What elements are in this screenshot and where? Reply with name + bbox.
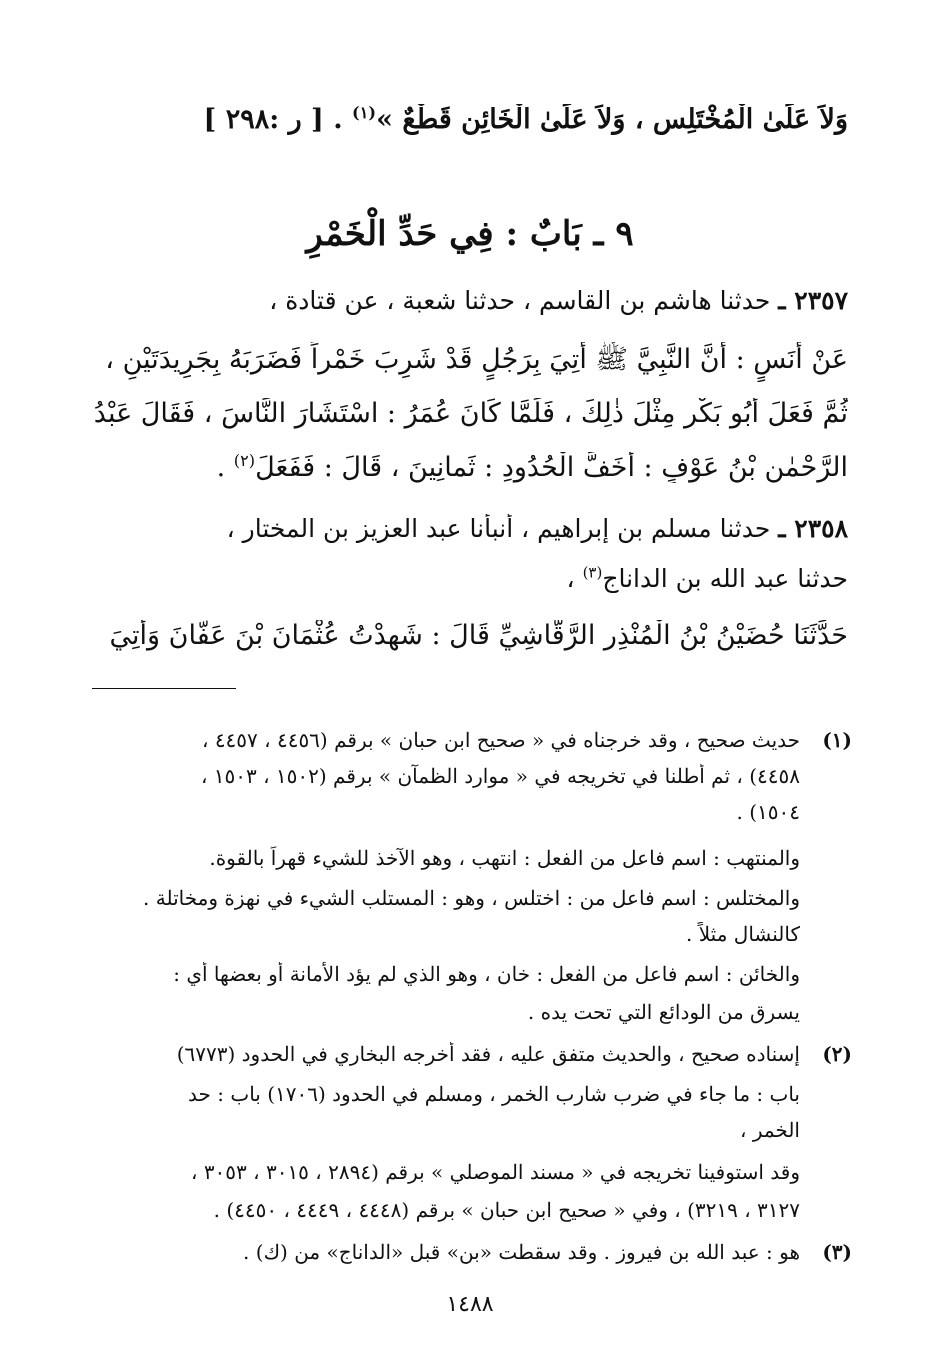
footnote-1-line-8: يسرق من الودائع التي تحت يده . <box>527 1000 800 1024</box>
footnote-3-line-1: هو : عبد الله بن فيروز . وقد سقطت «بن» قبل «الداناج» من (ك) . <box>243 1240 800 1264</box>
footnote-1-line-1: حديث صحيح ، وقد خرجناه في « صحيح ابن حبان » برقم (٤٤٥٦ ، ٤٤٥٧ ، <box>202 728 800 752</box>
footnote-ref-1: (١) <box>352 104 377 122</box>
hadith-2358-isnad-line-1 <box>86 514 848 543</box>
footnote-ref-2: (٢) <box>233 452 256 470</box>
hadith-2357-isnad-line <box>86 286 848 315</box>
footnote-number-2: (٢) <box>822 1042 852 1066</box>
hadith-2358-isnad-line-2 <box>86 564 848 593</box>
top-line <box>86 104 848 135</box>
footnote-number-3: (٣) <box>822 1240 852 1264</box>
footnote-number-1: (١) <box>822 728 852 752</box>
chapter-title: ٩ ـ بَابٌ : فِي حَدِّ الْخَمْرِ <box>306 214 634 254</box>
hadith-isnad: حدثنا هاشم بن القاسم ، حدثنا شعبة ، عن قتادة ، <box>269 286 771 315</box>
hadith-2357-matn-line-1: عَنْ أَنَسٍ : أَنَّ النَّبِيَّ ﷺ أُتِيَ بِرَجُلٍ قَدْ شَرِبَ خَمْراً فَضَرَبَهُ بِجَرِيدَتَيْنِ ، <box>105 344 848 375</box>
hadith-2357-matn-line-2: ثُمَّ فَعَلَ أَبُو بَكْرٍ مِثْلَ ذٰلِكَ ، فَلَمَّا كَانَ عُمَرُ : اسْتَشَارَ النَّاسَ ، فَقَالَ عَبْدُ <box>93 398 848 429</box>
hadith-number: ٢٣٥٨ ـ <box>778 514 848 543</box>
footnote-1-line-4: والمنتهب : اسم فاعل من الفعل : انتهب ، وهو الآخذ للشيء قهراً بالقوة. <box>209 846 800 870</box>
footnote-2-line-2: باب : ما جاء في ضرب شارب الخمر ، ومسلم في الحدود (١٧٠٦) باب : حد <box>188 1082 800 1106</box>
top-line-text: وَلاَ عَلَىٰ الْمُخْتَلِسِ ، وَلاَ عَلَىٰ الْخَائِنِ قَطْعٌ » <box>376 104 848 135</box>
hadith-2357-matn-line-3 <box>86 452 848 483</box>
footnote-2-line-1: إسناده صحيح ، والحديث متفق عليه ، فقد أخرجه البخاري في الحدود (٦٧٧٣) <box>176 1042 800 1066</box>
footnote-1-line-5: والمختلس : اسم فاعل من : اختلس ، وهو : المستلب الشيء في نهزة ومخاتلة . <box>143 886 800 910</box>
isnad-text: حدثنا عبد الله بن الداناج <box>602 564 848 593</box>
matn-text: الرَّحْمٰنِ بْنُ عَوْفٍ : أَخَفَّ الْحُدُودِ : ثَمانِينَ ، قَالَ : فَفَعَلَ <box>255 452 848 483</box>
footnote-1-line-3: ١٥٠٤) . <box>736 800 800 824</box>
hadith-2358-matn-line-1: حَدَّثَنَا حُضَيْنُ بْنُ الْمُنْذِرِ الرَّقَّاشِيِّ قَالَ : شَهِدْتُ عُثْمَانَ بْنَ عَفَّانَ وَأُتِيَ <box>109 620 848 651</box>
cross-reference: . [ ر :٢٩٨ ] <box>203 104 343 135</box>
hadith-number: ٢٣٥٧ ـ <box>778 286 848 315</box>
page-number: ١٤٨٨ <box>446 1292 494 1317</box>
footnote-1-line-6: كالنشال مثلاً . <box>686 922 800 946</box>
footnote-2-line-4: وقد استوفينا تخريجه في « مسند الموصلي » برقم (٢٨٩٤ ، ٣٠١٥ ، ٣٠٥٣ ، <box>191 1160 800 1184</box>
footnote-separator <box>92 688 236 689</box>
footnote-ref-3: (٣) <box>582 564 603 582</box>
footnote-2-line-3: الخمر ، <box>740 1118 800 1142</box>
hadith-isnad: حدثنا مسلم بن إبراهيم ، أنبأنا عبد العزيز بن المختار ، <box>226 514 771 543</box>
isnad-end: ، <box>566 564 583 593</box>
footnote-2-line-5: ٣١٢٧ ، ٣٢١٩) ، وفي « صحيح ابن حبان » برقم (٤٤٤٨ ، ٤٤٤٩ ، ٤٤٥٠) . <box>213 1198 800 1222</box>
footnote-1-line-2: ٤٤٥٨) ، ثم أطلنا في تخريجه في « موارد الظمآن » برقم (١٥٠٢ ، ١٥٠٣ ، <box>200 764 800 788</box>
footnote-1-line-7: والخائن : اسم فاعل من الفعل : خان ، وهو الذي لم يؤد الأمانة أو بعضها أي : <box>173 962 800 986</box>
matn-end: . <box>216 452 234 483</box>
